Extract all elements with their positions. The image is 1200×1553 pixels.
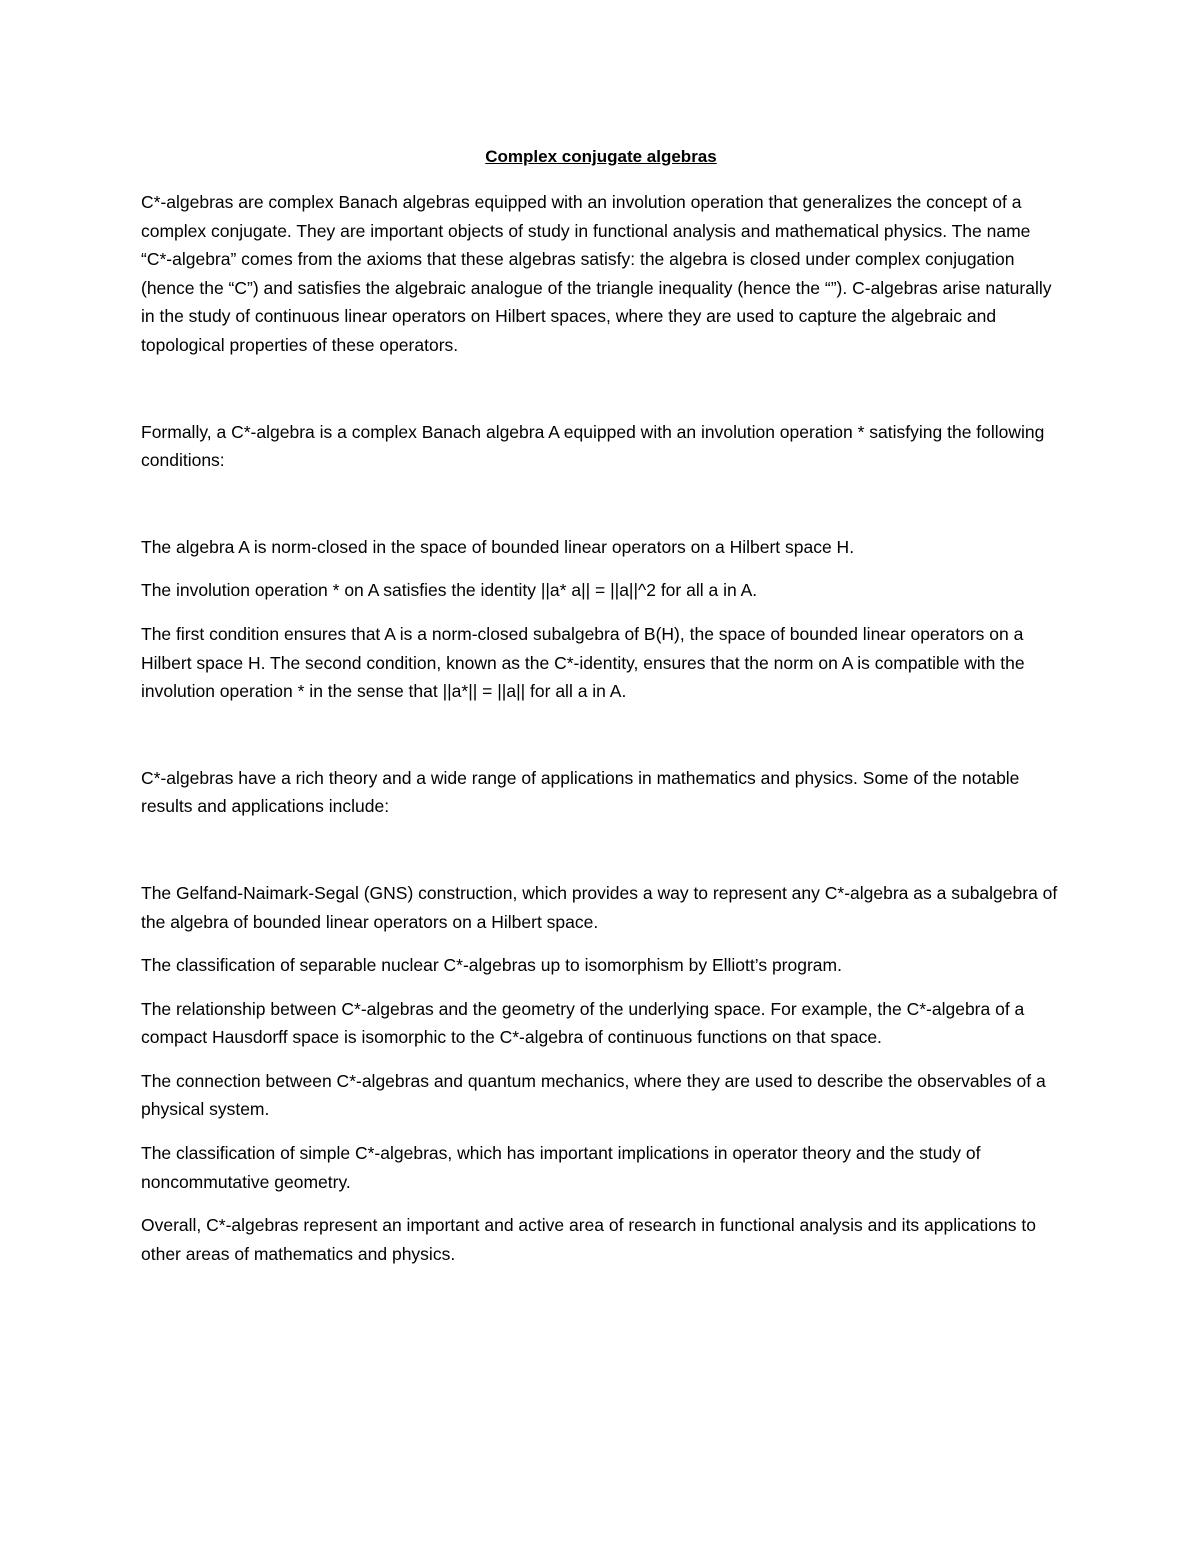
result-simple-classification: The classification of simple C*-algebras, which has important implications in operator theory and the study of noncommutative geometry. <box>141 1143 981 1192</box>
condition-norm-closed: The algebra A is norm-closed in the space of bounded linear operators on a Hilbert space H. <box>141 536 855 557</box>
formal-definition-paragraph: Formally, a C*-algebra is a complex Banach algebra A equipped with an involution operation * satisfying the following conditions: <box>141 421 1045 471</box>
result-geometry-relationship: The relationship between C*-algebras and the geometry of the underlying space. For example, the C*-algebra of a compact Hausdorff space is isomorphic to the C*-algebra of continuous functions on that space. <box>141 998 1025 1048</box>
applications-intro-paragraph: C*-algebras have a rich theory and a wide range of applications in mathematics and physics. Some of the notable results and applications include: <box>141 767 1020 817</box>
result-quantum-mechanics: The connection between C*-algebras and quantum mechanics, where they are used to describe the observables of a physical system. <box>141 1070 1046 1120</box>
conditions-explanation-paragraph: The first condition ensures that A is a norm-closed subalgebra of B(H), the space of bounded linear operators on a Hilbert space H. The second condition, known as the C*-identity, ensures that the norm on A is compatible with the involution operation * in the sense that ||a*|| = ||a|| for all a in A. <box>141 623 1025 702</box>
condition-involution-identity: The involution operation * on A satisfies the identity ||a* a|| = ||a||^2 for all a in A. <box>141 580 758 601</box>
document-title: Complex conjugate algebras <box>485 147 717 166</box>
intro-paragraph: C*-algebras are complex Banach algebras equipped with an involution operation that generalizes the concept of a complex conjugate. They are important objects of study in functional analysis and mathematical physics. The name “C*-algebra” comes from the axioms that these algebras satisfy: the algebra is closed under complex conjugation (hence the “C”) and satisfies the algebraic analogue of the triangle inequality (hence the “”). C-algebras arise naturally in the study of continuous linear operators on Hilbert spaces, where they are used to capture the algebraic and topological properties of these operators. <box>141 192 1052 355</box>
result-gns-construction: The Gelfand-Naimark-Segal (GNS) construction, which provides a way to represent any C*-algebra as a subalgebra of the algebra of bounded linear operators on a Hilbert space. <box>141 882 1058 932</box>
result-elliott-classification: The classification of separable nuclear C*-algebras up to isomorphism by Elliott’s program. <box>141 955 842 976</box>
document-body <box>141 144 1061 1268</box>
conclusion-paragraph: Overall, C*-algebras represent an important and active area of research in functional analysis and its applications to other areas of mathematics and physics. <box>141 1215 1036 1264</box>
